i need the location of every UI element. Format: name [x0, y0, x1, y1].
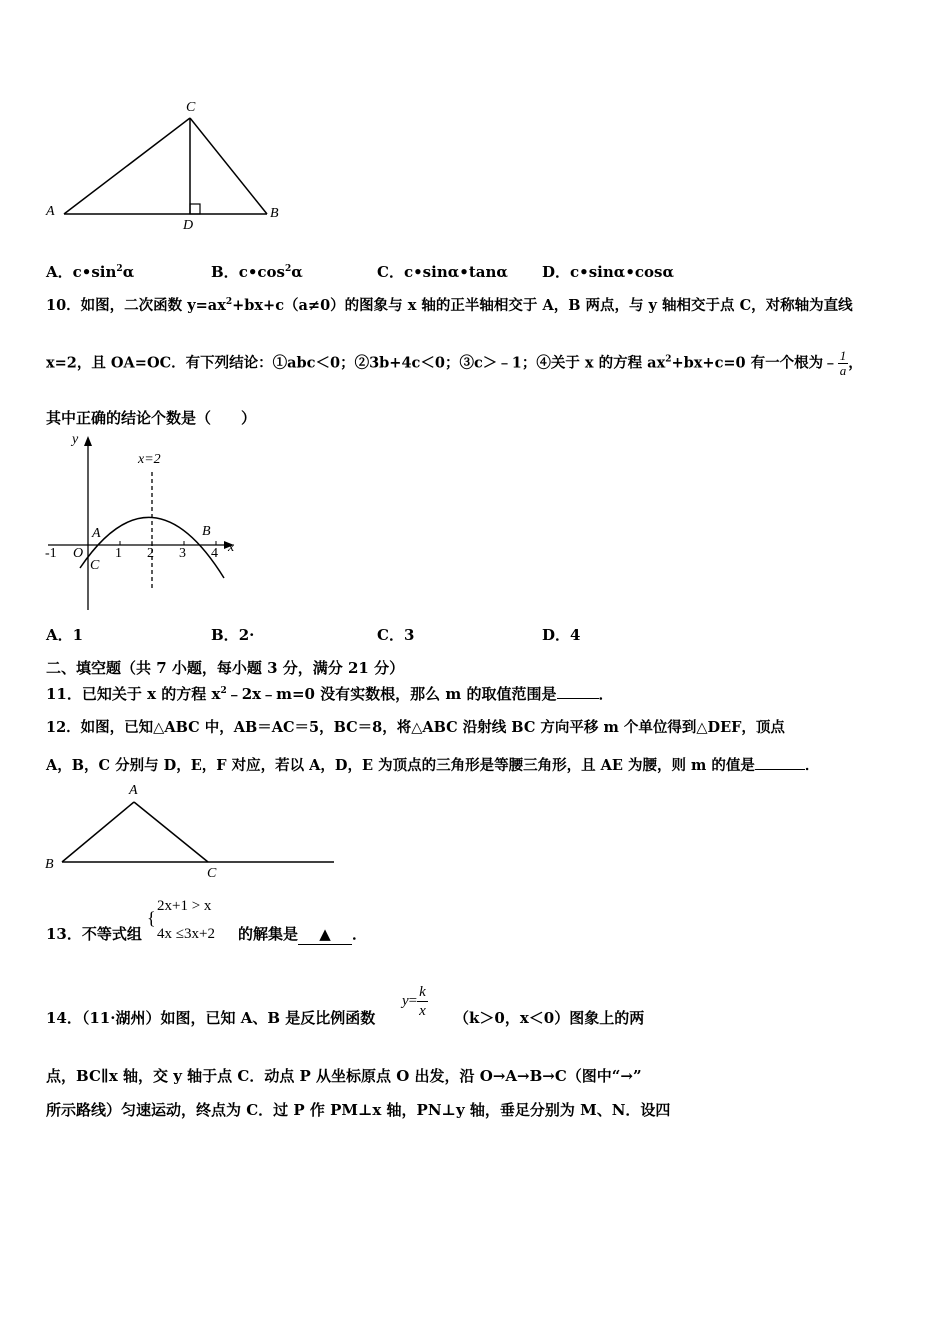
- label-b: B: [270, 206, 279, 221]
- section-fill-in-title: 二、填空题（共 7 小题，每小题 3 分，满分 21 分）: [46, 659, 405, 677]
- side-ba: [62, 802, 134, 862]
- q10-line3: 其中正确的结论个数是（ ）: [46, 409, 257, 427]
- q13-prefix: 13．不等式组: [46, 925, 142, 943]
- q9-option-c[interactable]: C．c•sinα•tanα: [377, 263, 508, 281]
- tick-label-4: 4: [211, 546, 218, 561]
- q13-answer-blank[interactable]: [298, 924, 352, 945]
- q9-option-a[interactable]: A．$c•\sin^2\alpha$: [46, 263, 135, 281]
- label-x-eq-2: x=2: [138, 452, 161, 467]
- tick-label-2: 2: [147, 546, 154, 561]
- q10-option-a[interactable]: A．1: [46, 626, 84, 644]
- q9-option-d[interactable]: D．c•sinα•cosα: [542, 263, 675, 281]
- label-point-b: B: [202, 524, 211, 539]
- label-x: x: [228, 540, 235, 555]
- label-c: C: [186, 100, 196, 115]
- label-point-c: C: [90, 558, 100, 573]
- q13-inequality-2: 4x ≤3x+2: [157, 926, 215, 942]
- q13-inequality-1: 2x+1 > x: [157, 898, 212, 914]
- q13-suffix: 的解集是 ▲ ．: [238, 925, 368, 943]
- tick-label-3: 3: [179, 546, 186, 561]
- q10-option-c[interactable]: C．3: [377, 626, 415, 644]
- q9-option-b[interactable]: B．$c•\cos^2\alpha$: [211, 263, 303, 281]
- iso-label-c: C: [207, 866, 217, 881]
- iso-label-a: A: [129, 783, 138, 798]
- q14-line1-a: 14．（11·湖州）如图，已知 A、B 是反比例函数: [46, 1009, 376, 1027]
- label-d: D: [183, 218, 194, 233]
- label-a: A: [46, 204, 55, 219]
- label-y: y: [72, 432, 79, 447]
- q10-option-b[interactable]: B．2·: [211, 626, 255, 644]
- side-ac: [134, 802, 208, 862]
- brace-icon: {: [147, 908, 156, 928]
- q14-line3: 所示路线）匀速运动，终点为 C．过 P 作 PM⊥x 轴，PN⊥y 轴，垂足分别为 M、N．设四: [46, 1101, 671, 1119]
- q12-line1: 12．如图，已知△ABC 中，AB＝AC＝5，BC＝8，将△ABC 沿射线 BC 方向平移 m 个单位得到△DEF，顶点: [46, 719, 785, 736]
- q14-line2: 点，BC∥x 轴，交 y 轴于点 C．动点 P 从坐标原点 O 出发，沿 O→A→B→C（图中“→”: [46, 1067, 642, 1085]
- fraction-one-over-a: $\frac{1}{a}$: [839, 348, 847, 378]
- q11: 11．已知关于 x 的方程 $x^2﹣2x﹣m=0$ 没有实数根，那么 m 的取值范围是 ．: [46, 685, 614, 703]
- tick-label-neg1: -1: [45, 546, 57, 561]
- label-point-a: A: [92, 526, 101, 541]
- q14-line1-b: （k＞0，x＜0）图象上的两: [454, 1009, 645, 1027]
- tick-label-1: 1: [115, 546, 122, 561]
- iso-label-b: B: [45, 857, 54, 872]
- q10-line1: 10．如图，二次函数 $y=ax^2+bx+c(a\ne 0)$的图象与 x 轴的正半轴相交于 A，B 两点，与 y 轴相交于点 C，对称轴为直线: [46, 297, 853, 314]
- q14-function: y= $\frac{k}{x}$: [402, 984, 426, 1019]
- triangle-mark-icon: ▲: [319, 925, 331, 943]
- q10-option-d[interactable]: D．4: [542, 626, 581, 644]
- label-origin: O: [73, 546, 84, 561]
- q12-line2: A，B，C 分别与 D，E，F 对应，若以 A，D，E 为顶点的三角形是等腰三角形，且 AE 为腰，则 m 的值是 ．: [46, 757, 820, 774]
- q10-line2: x=2，且 OA=OC．有下列结论：①abc＜0；②3b+4c＜0；③c＞﹣1；④关于 x 的方程 $ax^2+bx+c=0$ 有一个根为﹣ $\frac{1}{a}$ ，: [46, 348, 863, 378]
